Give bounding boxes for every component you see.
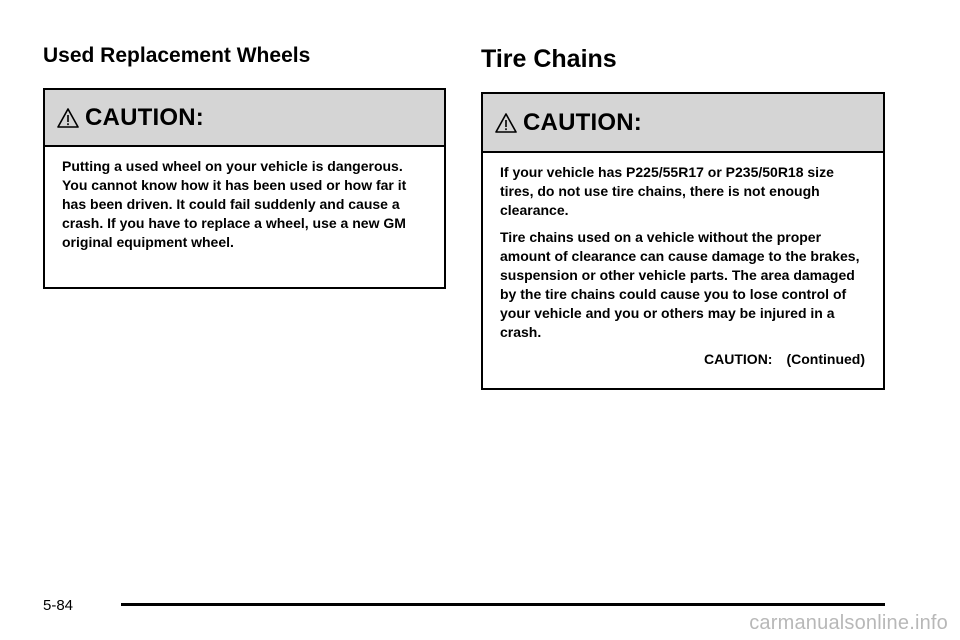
warning-triangle-icon	[57, 107, 79, 129]
continued-label: CAUTION:	[704, 351, 773, 367]
caution-paragraph: Tire chains used on a vehicle without the proper amount of clearance can cause damage to the brakes, suspension or other vehicle parts. The area damaged by the tire chains could cause you to lose control of your vehicle and you or others may be injured in a crash.	[500, 229, 860, 340]
continued-text: (Continued)	[786, 351, 865, 367]
caution-header	[483, 94, 883, 153]
caution-body	[45, 147, 444, 252]
caution-paragraph: Putting a used wheel on your vehicle is dangerous. You cannot know how it has been used or how far it has been driven. It could fail suddenly and cause a crash. If you have to replace a wheel, use a new GM original equipment wheel.	[62, 158, 407, 250]
caution-continued-note	[500, 350, 869, 369]
footer-divider	[121, 603, 885, 606]
caution-title: CAUTION:	[85, 103, 204, 131]
caution-box-used-wheels	[43, 88, 446, 289]
watermark-text: carmanualsonline.info	[749, 612, 948, 634]
caution-paragraph: If your vehicle has P225/55R17 or P235/50R18 size tires, do not use tire chains, there is not enough clearance.	[500, 164, 834, 218]
section-heading-tire-chains: Tire Chains	[481, 45, 617, 73]
section-heading-used-replacement-wheels: Used Replacement Wheels	[43, 44, 311, 67]
caution-body	[483, 153, 883, 369]
caution-title: CAUTION:	[523, 108, 642, 136]
page-number: 5-84	[43, 597, 74, 614]
caution-header	[45, 90, 444, 147]
caution-box-tire-chains	[481, 92, 885, 390]
warning-triangle-icon	[495, 112, 517, 134]
